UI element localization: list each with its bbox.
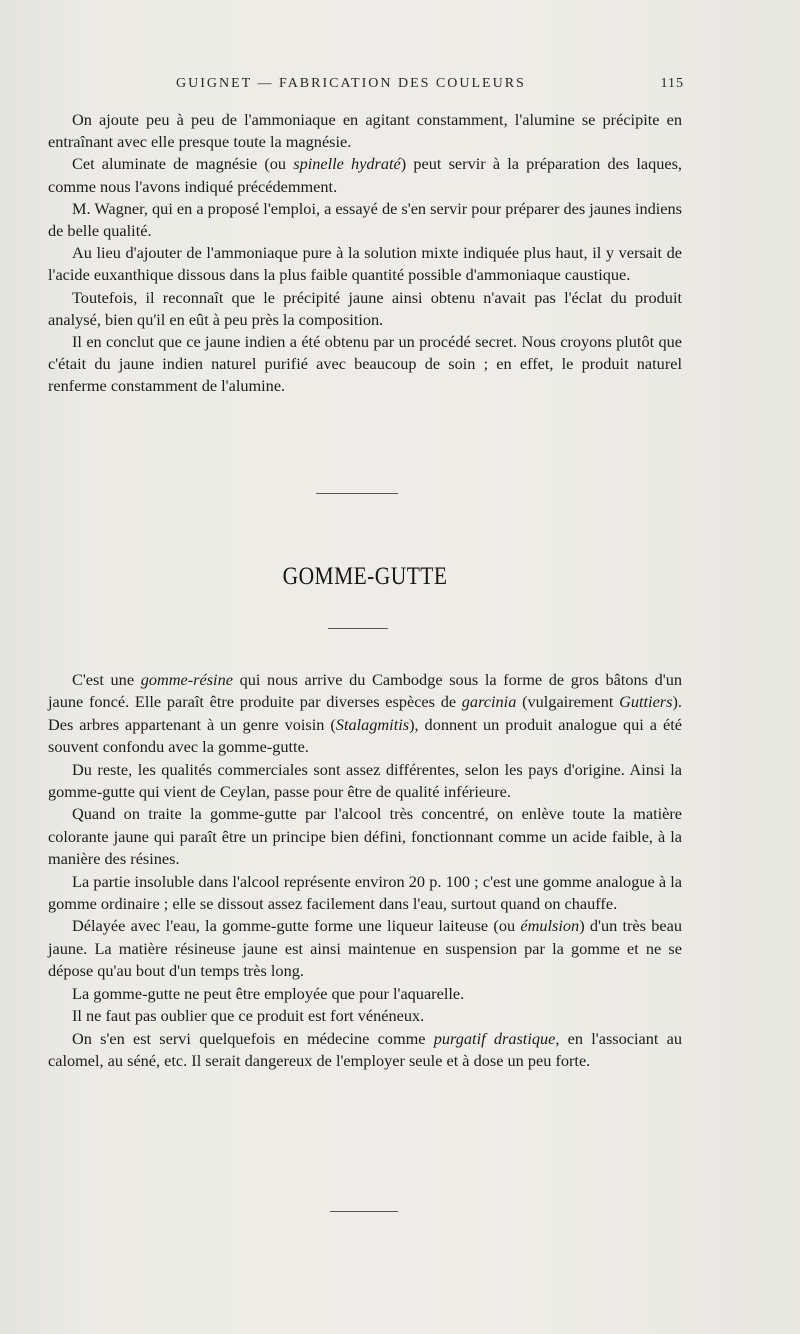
paragraph: [48, 198, 682, 242]
paragraph-text: C'est une: [72, 670, 141, 689]
page-header: [150, 76, 690, 98]
paragraph-text: Il ne faut pas oublier que ce produit est fort vénéneux.: [72, 1006, 425, 1026]
paragraph-text: Du reste, les qualités commerciales sont assez différentes, selon les pays d'origine. Ainsi la gomme-gutte qui vient de Ceylan, passe pour être de qualité inférieure.: [48, 759, 682, 802]
paragraph: [48, 803, 682, 870]
paragraph: [48, 331, 682, 398]
paragraph-text: Quand on traite la gomme-gutte par l'alcool très concentré, on enlève toute la matière colorante jaune qui paraît être un principe bien défini, fonctionnant comme un acide faible, à la manière des résines.: [48, 804, 682, 869]
paragraph-text: Toutefois, il reconnaît que le précipité jaune ainsi obtenu n'avait pas l'éclat du produit analysé, bien qu'il en eût à peu près la composition.: [48, 287, 682, 329]
italic-term: émulsion: [520, 916, 580, 936]
paragraph-text: On s'en est servi quelquefois en médecine comme: [72, 1028, 434, 1048]
paragraph: [48, 1028, 682, 1073]
paragraph-text: Il en conclut que ce jaune indien a été obtenu par un procédé secret. Nous croyons plutôt que c'était du jaune indien naturel purifié avec beaucoup de soin ; en effet, le produit naturel renferme constamment de l'alumine.: [48, 332, 682, 396]
paragraph: [48, 759, 682, 804]
italic-term: garcinia: [461, 692, 517, 712]
section-text-preceding: [48, 109, 682, 398]
divider-rule: [328, 628, 388, 629]
paragraph: [48, 109, 682, 153]
paragraph-text: La partie insoluble dans l'alcool représente environ 20 p. 100 ; c'est une gomme analogue à la gomme ordinaire ; elle se dissout assez facilement dans l'eau, surtout quand on chauffe.: [48, 871, 682, 914]
paragraph-text: qui nous arrive du Cambodge sous la forme de gros bâtons d'un jaune foncé. Elle paraît être produite par diverses espèces de: [48, 670, 682, 712]
italic-term: spinelle hydraté: [293, 154, 401, 174]
paragraph-text: (vulgairement: [516, 692, 620, 712]
paragraph-text: Au lieu d'ajouter de l'ammoniaque pure à la solution mixte indiquée plus haut, il y versait de l'acide euxanthique dissous dans la plus faible quantité possible d'ammoniaque caustique.: [48, 243, 682, 285]
italic-term: Guttiers: [619, 692, 673, 712]
paragraph: [48, 983, 682, 1005]
paragraph: [48, 153, 682, 197]
paragraph-text: M. Wagner, qui en a proposé l'emploi, a essayé de s'en servir pour préparer des jaunes indiens de belle qualité.: [48, 198, 682, 241]
section-title: GOMME-GUTTE: [282, 563, 448, 590]
paragraph-text: On ajoute peu à peu de l'ammoniaque en agitant constamment, l'alumine se précipite en entraînant avec elle presque toute la magnésie.: [48, 110, 682, 152]
divider-rule: [316, 493, 398, 494]
page-number: 115: [660, 76, 684, 91]
paragraph: [48, 242, 682, 286]
divider-rule: [330, 1211, 398, 1212]
running-title: GUIGNET — FABRICATION DES COULEURS: [176, 76, 526, 91]
italic-term: gomme-résine: [140, 670, 233, 689]
paragraph-text: ), donnent un produit analogue qui a été souvent confondu avec la gomme-gutte.: [48, 714, 682, 757]
paragraph: [48, 669, 682, 759]
paragraph-text: La gomme-gutte ne peut être employée que pour l'aquarelle.: [72, 983, 465, 1003]
paragraph: [48, 915, 682, 982]
paragraph: [48, 1005, 682, 1027]
paragraph-text: ) d'un très beau jaune. La matière résineuse jaune est ainsi maintenue en suspension par la gomme et ne se dépose qu'au bout d'un temps très long.: [48, 916, 682, 981]
paragraph: [48, 287, 682, 331]
paragraph-text: ) peut servir à la préparation des laques, comme nous l'avons indiqué précédemment.: [48, 154, 683, 196]
paragraph: [48, 871, 682, 916]
paragraph-text: ). Des arbres appartenant à un genre voisin (: [48, 692, 682, 734]
paragraph-text: Délayée avec l'eau, la gomme-gutte forme une liqueur laiteuse (ou: [72, 916, 521, 936]
italic-term: Stalagmitis: [335, 714, 410, 734]
paragraph-text: Cet aluminate de magnésie (ou: [72, 154, 294, 174]
section-text-gomme-gutte: [48, 669, 682, 1072]
paragraph-text: , en l'associant au calomel, au séné, etc. Il serait dangereux de l'employer seule et à dose un peu forte.: [48, 1028, 682, 1070]
italic-term: purgatif drastique: [433, 1028, 556, 1048]
